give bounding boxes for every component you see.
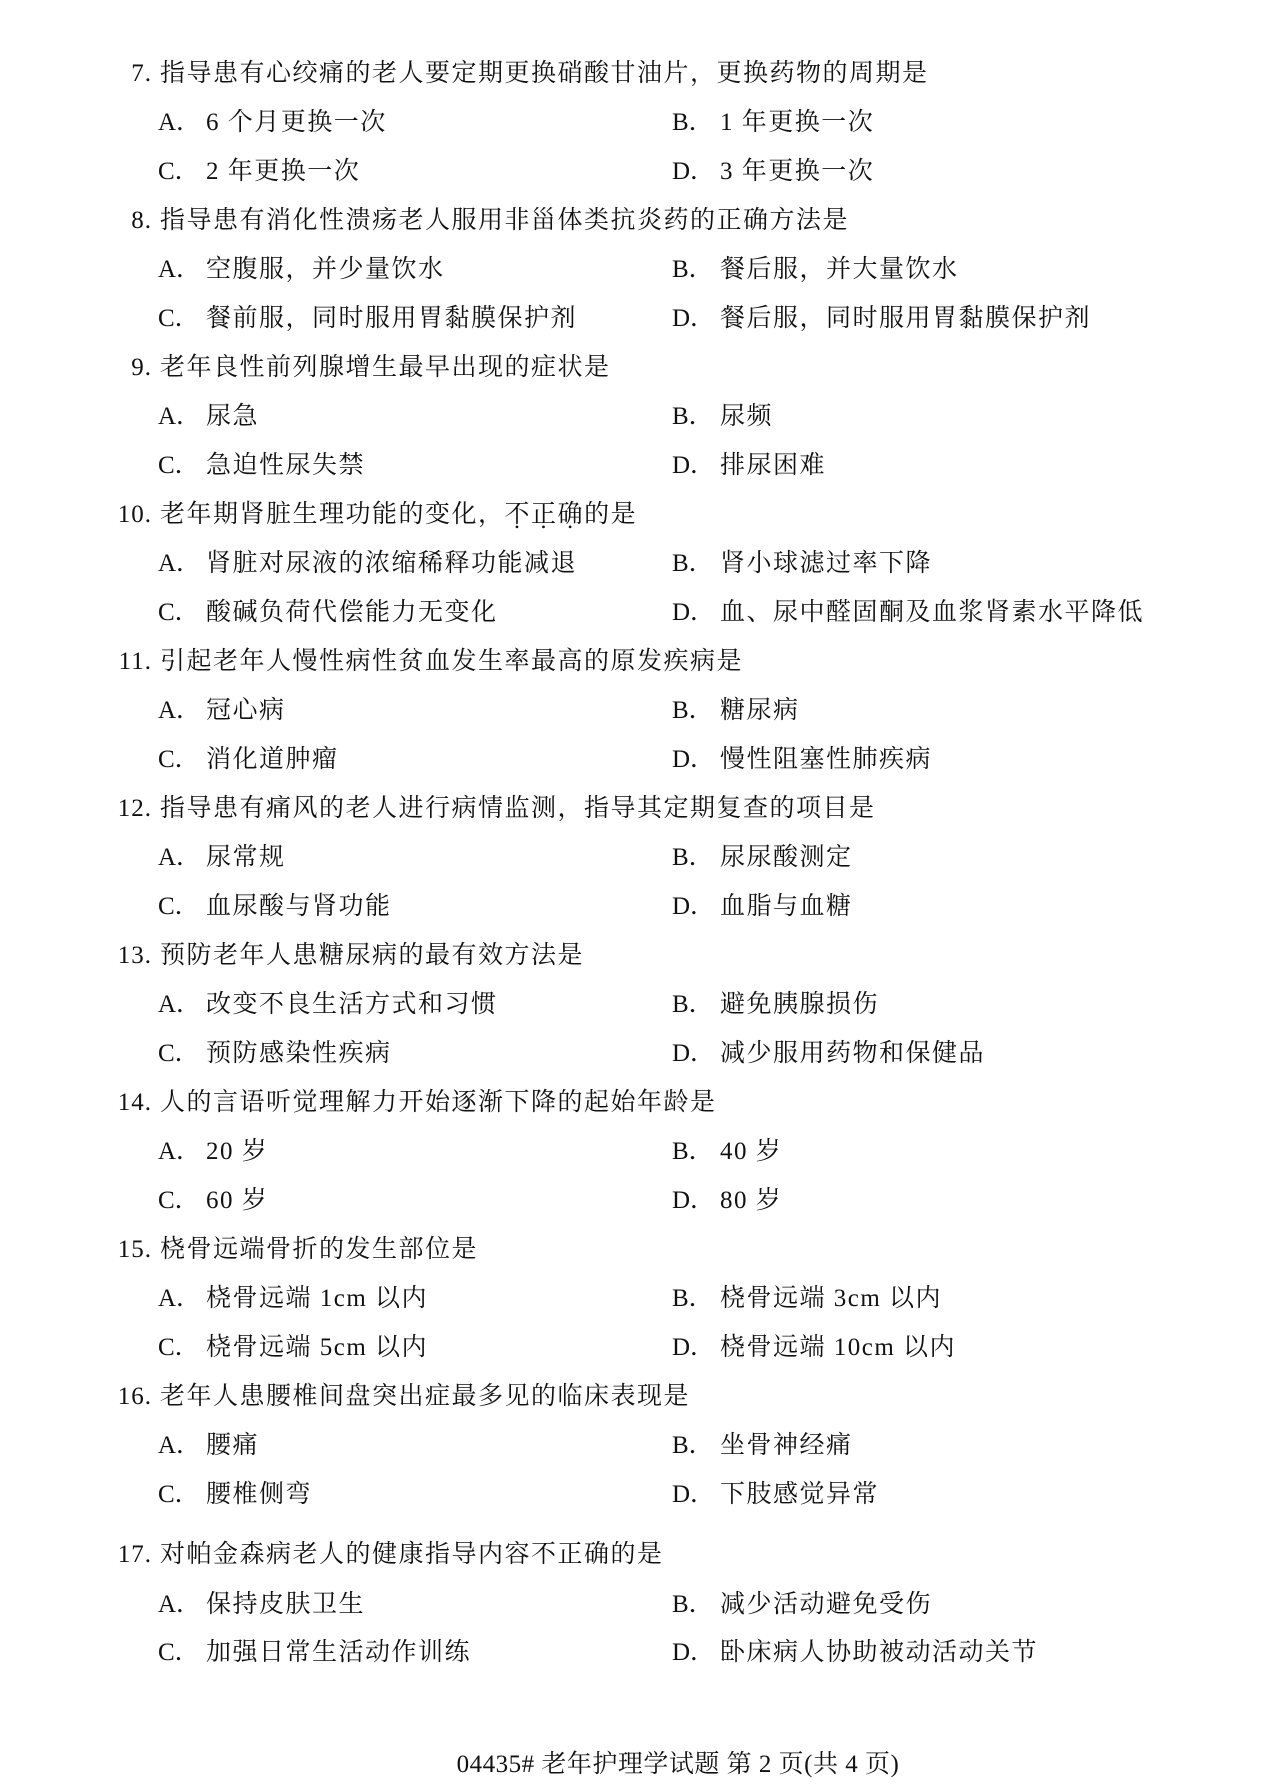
options-row <box>0 588 1280 637</box>
options-row <box>0 147 1280 196</box>
option-text: 避免胰腺损伤 <box>720 991 880 1018</box>
option-text: 减少活动避免受伤 <box>720 1591 933 1618</box>
question-text-after: 的是 <box>584 501 638 528</box>
option-b <box>672 1580 932 1629</box>
emphasis-char: 确 <box>557 501 585 528</box>
options-row <box>0 735 1280 784</box>
option-letter: A． <box>158 844 202 871</box>
option-letter: C． <box>158 305 200 332</box>
question-number: 13. <box>117 942 152 969</box>
option-text: 3 年更换一次 <box>720 158 875 185</box>
option-letter: D． <box>672 599 716 626</box>
option-letter: D． <box>672 452 716 479</box>
option-text: 肾小球滤过率下降 <box>720 550 933 577</box>
option-letter: C． <box>158 1481 200 1508</box>
option-letter: C． <box>158 452 200 479</box>
option-letter: B． <box>672 403 714 430</box>
option-b <box>672 392 773 441</box>
option-text: 坐骨神经痛 <box>720 1432 853 1459</box>
option-text: 餐前服，同时服用胃黏膜保护剂 <box>206 305 578 332</box>
question-number: 7. <box>131 60 152 87</box>
option-a <box>158 686 286 735</box>
option-c <box>158 441 365 490</box>
option-b <box>672 833 853 882</box>
option-text: 餐后服，同时服用胃黏膜保护剂 <box>720 305 1092 332</box>
option-letter: D． <box>672 1481 716 1508</box>
option-letter: D． <box>672 305 716 332</box>
question-17 <box>0 1530 1280 1579</box>
option-letter: D． <box>672 1187 716 1214</box>
option-text: 慢性阻塞性肺疾病 <box>720 746 933 773</box>
option-text: 桡骨远端 1cm 以内 <box>206 1285 429 1312</box>
option-text: 排尿困难 <box>720 452 827 479</box>
options-row <box>0 539 1280 588</box>
option-letter: A． <box>158 109 202 136</box>
option-d <box>672 588 1144 637</box>
option-d <box>672 735 932 784</box>
option-c <box>158 735 339 784</box>
option-a <box>158 245 445 294</box>
option-a <box>158 1421 259 1470</box>
option-a <box>158 98 387 147</box>
question-11 <box>0 637 1280 686</box>
question-text: 对帕金森病老人的健康指导内容不正确的是 <box>160 1541 664 1568</box>
option-b <box>672 98 874 147</box>
option-text: 1 年更换一次 <box>720 109 875 136</box>
question-15 <box>0 1225 1280 1274</box>
option-letter: A． <box>158 1591 202 1618</box>
option-text: 冠心病 <box>206 697 286 724</box>
option-text: 20 岁 <box>206 1138 269 1165</box>
option-letter: D． <box>672 1334 716 1361</box>
option-letter: C． <box>158 1639 200 1666</box>
options-row <box>0 1323 1280 1372</box>
option-letter: B． <box>672 697 714 724</box>
option-text: 空腹服，并少量饮水 <box>206 256 445 283</box>
option-a <box>158 392 259 441</box>
option-text: 改变不良生活方式和习惯 <box>206 991 498 1018</box>
option-text: 2 年更换一次 <box>206 158 361 185</box>
option-text: 急迫性尿失禁 <box>206 452 366 479</box>
option-text: 下肢感觉异常 <box>720 1481 880 1508</box>
options-row <box>0 1029 1280 1078</box>
option-letter: A． <box>158 991 202 1018</box>
question-text: 指导患有心绞痛的老人要定期更换硝酸甘油片，更换药物的周期是 <box>160 60 929 87</box>
option-a <box>158 1580 365 1629</box>
option-c <box>158 882 392 931</box>
option-text: 腰椎侧弯 <box>206 1481 313 1508</box>
options-row <box>0 1127 1280 1176</box>
question-number: 8. <box>131 207 152 234</box>
option-letter: C． <box>158 746 200 773</box>
option-text: 60 岁 <box>206 1187 269 1214</box>
emphasis-char: 正 <box>531 501 558 528</box>
option-d <box>672 1029 985 1078</box>
option-letter: B． <box>672 109 714 136</box>
options-row <box>0 441 1280 490</box>
options-row <box>0 1580 1280 1629</box>
option-letter: A． <box>158 1285 202 1312</box>
option-letter: C． <box>158 1334 200 1361</box>
options-row <box>0 1421 1280 1470</box>
question-14 <box>0 1078 1280 1127</box>
options-row <box>0 392 1280 441</box>
option-letter: B． <box>672 550 714 577</box>
option-text: 80 岁 <box>720 1187 783 1214</box>
question-10 <box>0 490 1280 539</box>
option-letter: D． <box>672 158 716 185</box>
option-b <box>672 245 959 294</box>
option-a <box>158 833 286 882</box>
option-text: 血脂与血糖 <box>720 893 853 920</box>
option-text: 糖尿病 <box>720 697 800 724</box>
option-b <box>672 1127 782 1176</box>
option-text: 桡骨远端 10cm 以内 <box>720 1334 957 1361</box>
option-text: 桡骨远端 5cm 以内 <box>206 1334 429 1361</box>
question-text: 引起老年人慢性病性贫血发生率最高的原发疾病是 <box>160 648 744 675</box>
option-letter: D． <box>672 893 716 920</box>
option-c <box>158 1176 268 1225</box>
option-d <box>672 294 1091 343</box>
question-number: 15. <box>117 1236 152 1263</box>
question-number: 11. <box>118 648 152 675</box>
option-text: 肾脏对尿液的浓缩稀释功能减退 <box>206 550 578 577</box>
option-b <box>672 539 932 588</box>
option-letter: A． <box>158 550 202 577</box>
option-text: 血、尿中醛固酮及血浆肾素水平降低 <box>720 599 1145 626</box>
option-c <box>158 1323 428 1372</box>
option-text: 尿尿酸测定 <box>720 844 853 871</box>
option-letter: B． <box>672 1432 714 1459</box>
question-9 <box>0 343 1280 392</box>
option-text: 餐后服，并大量饮水 <box>720 256 959 283</box>
question-text: 人的言语听觉理解力开始逐渐下降的起始年龄是 <box>160 1089 717 1116</box>
option-a <box>158 1274 428 1323</box>
emphasis-char: 不 <box>504 501 532 528</box>
option-c <box>158 588 498 637</box>
option-text: 加强日常生活动作训练 <box>206 1639 472 1666</box>
question-text: 桡骨远端骨折的发生部位是 <box>160 1236 479 1263</box>
option-text: 预防感染性疾病 <box>206 1040 392 1067</box>
question-13 <box>0 931 1280 980</box>
question-12 <box>0 784 1280 833</box>
option-text: 血尿酸与肾功能 <box>206 893 392 920</box>
option-letter: A． <box>158 403 202 430</box>
option-letter: D． <box>672 1639 716 1666</box>
question-16 <box>0 1372 1280 1421</box>
option-letter: B． <box>672 1285 714 1312</box>
option-letter: B． <box>672 844 714 871</box>
option-letter: A． <box>158 1138 202 1165</box>
page-footer: 04435# 老年护理学试题 第 2 页(共 4 页) <box>456 1751 900 1778</box>
question-number: 12. <box>117 795 152 822</box>
option-c <box>158 1029 392 1078</box>
option-text: 尿常规 <box>206 844 286 871</box>
option-text: 桡骨远端 3cm 以内 <box>720 1285 943 1312</box>
option-d <box>672 1628 1038 1677</box>
options-row <box>0 245 1280 294</box>
option-text: 减少服用药物和保健品 <box>720 1040 986 1067</box>
options-row <box>0 686 1280 735</box>
option-text: 6 个月更换一次 <box>206 109 387 136</box>
option-letter: A． <box>158 697 202 724</box>
options-row <box>0 980 1280 1029</box>
question-text <box>160 490 637 539</box>
option-c <box>158 294 577 343</box>
option-letter: C． <box>158 893 200 920</box>
option-c <box>158 1470 312 1519</box>
option-text: 酸碱负荷代偿能力无变化 <box>206 599 498 626</box>
option-d <box>672 441 826 490</box>
option-letter: C． <box>158 1040 200 1067</box>
option-text: 尿急 <box>206 403 260 430</box>
option-letter: B． <box>672 1138 714 1165</box>
option-letter: B． <box>672 991 714 1018</box>
option-d <box>672 882 853 931</box>
option-text: 保持皮肤卫生 <box>206 1591 366 1618</box>
option-letter: A． <box>158 1432 202 1459</box>
options-row <box>0 1274 1280 1323</box>
question-number: 16. <box>117 1383 152 1410</box>
question-text: 预防老年人患糖尿病的最有效方法是 <box>160 942 585 969</box>
option-text: 卧床病人协助被动活动关节 <box>720 1639 1039 1666</box>
option-letter: B． <box>672 256 714 283</box>
option-letter: C． <box>158 158 200 185</box>
option-a <box>158 539 577 588</box>
question-number: 14. <box>117 1089 152 1116</box>
option-b <box>672 980 879 1029</box>
options-row <box>0 294 1280 343</box>
option-letter: D． <box>672 1040 716 1067</box>
question-text: 老年良性前列腺增生最早出现的症状是 <box>160 354 611 381</box>
option-d <box>672 1323 956 1372</box>
options-row <box>0 1470 1280 1519</box>
option-b <box>672 1421 853 1470</box>
option-c <box>158 1628 471 1677</box>
question-number: 17. <box>117 1541 152 1568</box>
question-number: 9. <box>131 354 152 381</box>
options-row <box>0 1176 1280 1225</box>
option-text: 尿频 <box>720 403 774 430</box>
option-letter: C． <box>158 1187 200 1214</box>
option-a <box>158 1127 268 1176</box>
option-a <box>158 980 498 1029</box>
question-number: 10. <box>117 501 152 528</box>
options-row <box>0 1628 1280 1677</box>
option-c <box>158 147 360 196</box>
option-text: 40 岁 <box>720 1138 783 1165</box>
option-letter: B． <box>672 1591 714 1618</box>
option-b <box>672 1274 942 1323</box>
question-text: 老年人患腰椎间盘突出症最多见的临床表现是 <box>160 1383 691 1410</box>
option-d <box>672 1470 879 1519</box>
option-letter: A． <box>158 256 202 283</box>
option-letter: D． <box>672 746 716 773</box>
option-text: 腰痛 <box>206 1432 260 1459</box>
option-d <box>672 147 874 196</box>
question-text: 指导患有痛风的老人进行病情监测，指导其定期复查的项目是 <box>160 795 876 822</box>
option-d <box>672 1176 782 1225</box>
options-row <box>0 833 1280 882</box>
options-row <box>0 882 1280 931</box>
option-text: 消化道肿瘤 <box>206 746 339 773</box>
option-letter: C． <box>158 599 200 626</box>
question-7 <box>0 49 1280 98</box>
options-row <box>0 98 1280 147</box>
question-text: 指导患有消化性溃疡老人服用非甾体类抗炎药的正确方法是 <box>160 207 850 234</box>
question-8 <box>0 196 1280 245</box>
question-text-before: 老年期肾脏生理功能的变化， <box>160 501 505 528</box>
option-b <box>672 686 800 735</box>
